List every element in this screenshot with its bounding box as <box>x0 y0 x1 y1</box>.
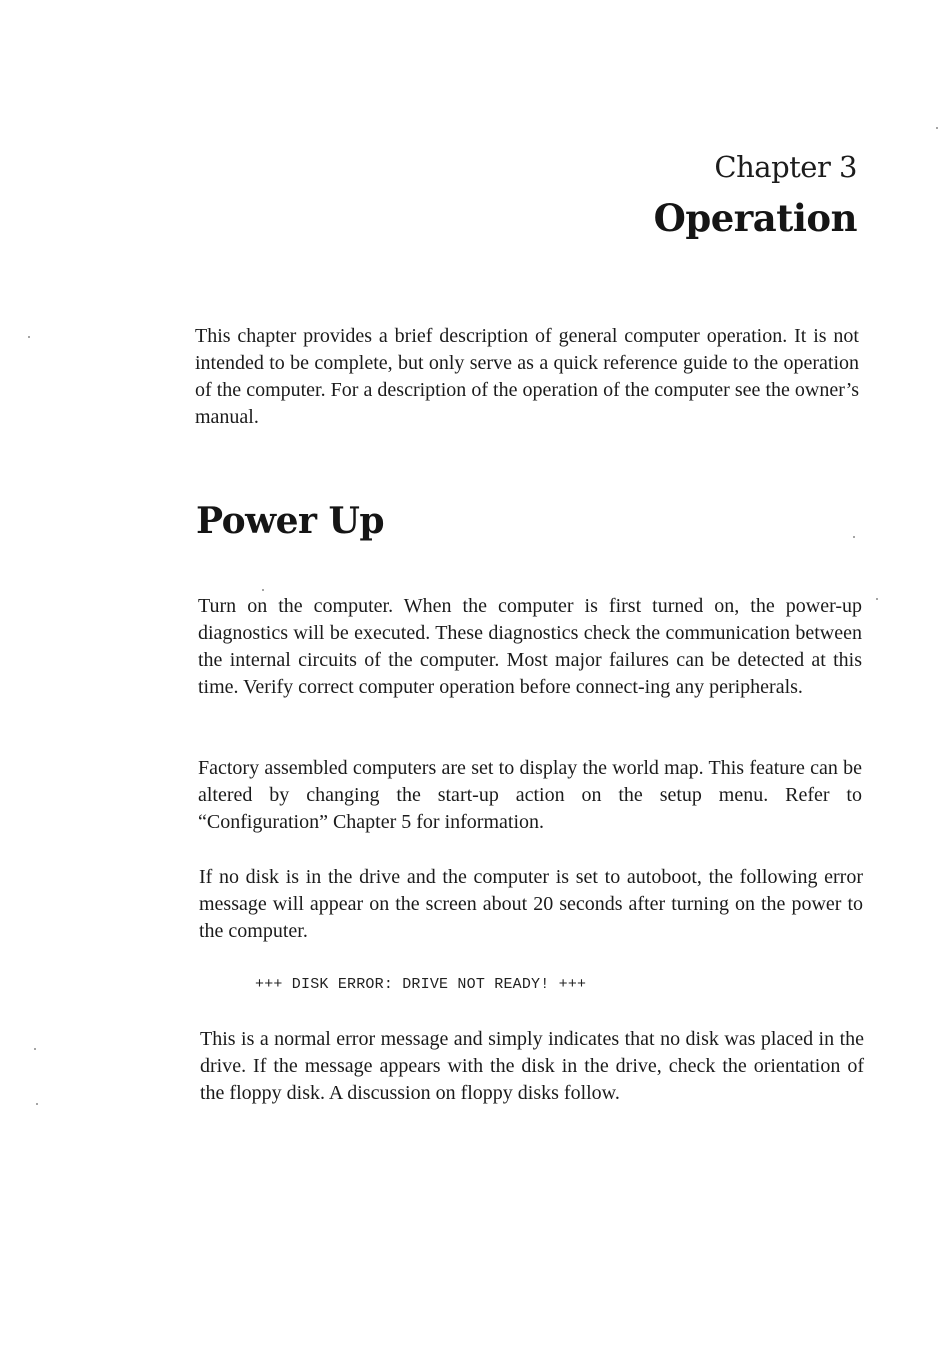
scan-speck <box>28 336 30 338</box>
paragraph-world-map: Factory assembled computers are set to display the world map. This feature can be altered by changing the start-up action on the setup menu. Refer to “Configuration” Chapter 5 for information. <box>198 757 862 833</box>
chapter-title: Operation <box>653 196 857 240</box>
scan-speck <box>853 536 855 538</box>
paragraph-autoboot: If no disk is in the drive and the computer is set to autoboot, the following error message will appear on the screen about 20 seconds after turning on the power to the computer. <box>199 866 863 942</box>
chapter-label: Chapter 3 <box>714 150 857 184</box>
paragraph-power-up: Turn on the computer. When the computer is first turned on, the power-up diagnostics will be executed. These diagnostics check the communication between the internal circuits of the computer. Most major failures can be detected at this time. Verify correct computer operation before connect-ing any peripherals. <box>198 595 862 698</box>
section-heading: Power Up <box>196 500 385 542</box>
error-message: +++ DISK ERROR: DRIVE NOT READY! +++ <box>255 976 587 993</box>
scan-speck <box>34 1048 36 1050</box>
scan-speck <box>262 589 264 591</box>
paragraph-normal-error: This is a normal error message and simply indicates that no disk was placed in the drive. If the message appears with the disk in the drive, check the orientation of the floppy disk. A discussion on floppy disks follow. <box>200 1028 864 1104</box>
scan-speck <box>876 598 878 600</box>
scan-speck <box>936 127 938 129</box>
intro-paragraph: This chapter provides a brief description of general computer operation. It is not intended to be complete, but only serve as a quick reference guide to the operation of the computer. For a description of the operation of the computer see the owner’s manual. <box>195 325 859 428</box>
scan-speck <box>36 1103 38 1105</box>
